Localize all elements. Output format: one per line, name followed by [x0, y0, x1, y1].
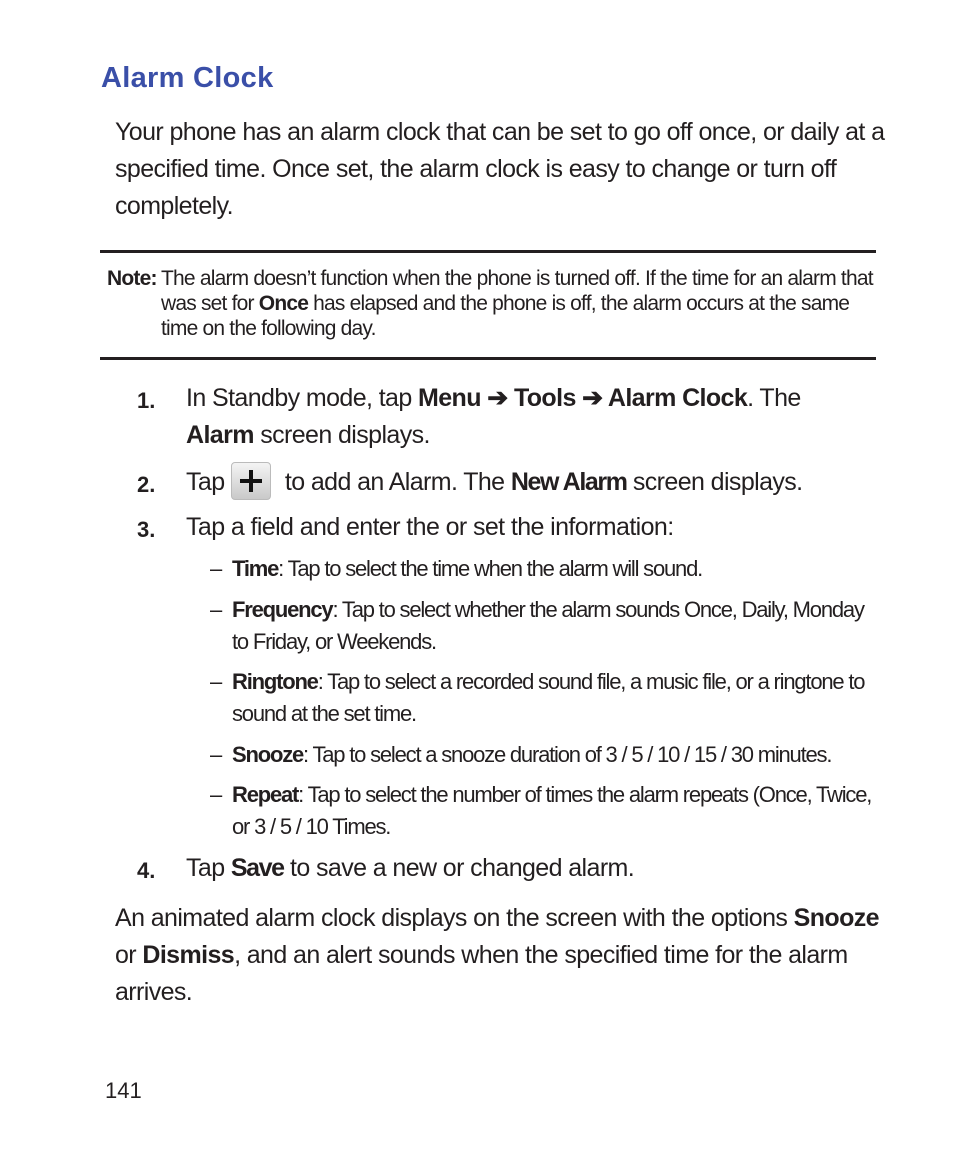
field-repeat: [210, 779, 875, 843]
intro-paragraph: Your phone has an alarm clock that can be set to go off once, or daily at a specified time. Once set, the alarm clock is easy to change or turn off completely.: [115, 118, 885, 220]
step-text: Tap: [186, 854, 231, 882]
divider: [100, 357, 876, 360]
alarm-clock-ref: Alarm Clock: [607, 384, 748, 412]
field-label: Ringtone: [232, 669, 318, 694]
step-text: to save a new or changed alarm.: [283, 854, 635, 882]
menu-ref: Menu: [418, 384, 481, 412]
dash: –: [210, 742, 222, 767]
step-text: screen displays.: [253, 421, 430, 449]
field-desc: : Tap to select the time when the alarm will sound.: [278, 556, 703, 581]
arrow-icon: ➔: [480, 384, 514, 412]
note-box: [107, 266, 877, 341]
dash: –: [210, 597, 222, 622]
snooze-ref: Snooze: [793, 904, 879, 932]
outro-paragraph: [115, 900, 885, 1011]
step-3: Tap a field and enter the or set the information:: [186, 513, 674, 541]
step-4: [186, 850, 866, 887]
note-label: Note:: [107, 267, 157, 290]
field-time: [210, 553, 875, 585]
field-desc: : Tap to select the number of times the alarm repeats (Once, Twice, or 3 / 5 / 10 Times.: [232, 782, 872, 839]
note-text: [161, 266, 877, 341]
field-label: Snooze: [232, 742, 304, 767]
field-desc: : Tap to select whether the alarm sounds Once, Daily, Monday to Friday, or Weekends.: [232, 597, 864, 654]
note-text-part: has elapsed and the phone is off, the alarm occurs at the same time on the following day.: [161, 292, 850, 340]
field-ringtone: [210, 666, 875, 730]
field-snooze: [210, 739, 875, 771]
dash: –: [210, 782, 222, 807]
dismiss-ref: Dismiss: [142, 941, 235, 969]
alarm-ref: Alarm: [186, 421, 254, 449]
outro-text: or: [115, 941, 143, 969]
step-text: screen displays.: [626, 468, 803, 496]
step-number: 4.: [137, 858, 156, 883]
new-alarm-ref: New Alarm: [510, 468, 627, 496]
save-ref: Save: [230, 854, 284, 882]
step-text: . The: [747, 384, 801, 412]
page-title: Alarm Clock: [101, 62, 274, 94]
field-frequency: [210, 594, 875, 658]
field-label: Frequency: [232, 597, 333, 622]
field-desc: : Tap to select a snooze duration of 3 / 5 / 10 / 15 / 30 minutes.: [303, 742, 832, 767]
dash: –: [210, 669, 222, 694]
field-label: Time: [232, 556, 279, 581]
step-1: [186, 380, 866, 454]
step-2: [186, 464, 866, 502]
note-text-part: The alarm doesn’t function when the phone is turned off. If the time for an alarm that was set for: [161, 267, 873, 315]
step-number: 3.: [137, 517, 156, 542]
step-number: 1.: [137, 388, 156, 413]
field-desc: : Tap to select a recorded sound file, a music file, or a ringtone to sound at the set time.: [232, 669, 865, 726]
step-text: Tap: [186, 468, 225, 496]
outro-text: An animated alarm clock displays on the screen with the options: [115, 904, 794, 932]
note-bold: Once: [258, 292, 309, 315]
field-label: Repeat: [232, 782, 299, 807]
step-text: In Standby mode, tap: [186, 384, 419, 412]
arrow-icon: ➔: [575, 384, 608, 412]
step-number: 2.: [137, 472, 156, 497]
outro-text: , and an alert sounds when the specified time for the alarm arrives.: [115, 941, 848, 1006]
add-plus-icon: [231, 462, 271, 500]
tools-ref: Tools: [513, 384, 576, 412]
page-number: 141: [105, 1078, 142, 1103]
divider: [100, 250, 876, 253]
step-text: to add an Alarm. The: [278, 468, 511, 496]
dash: –: [210, 556, 222, 581]
